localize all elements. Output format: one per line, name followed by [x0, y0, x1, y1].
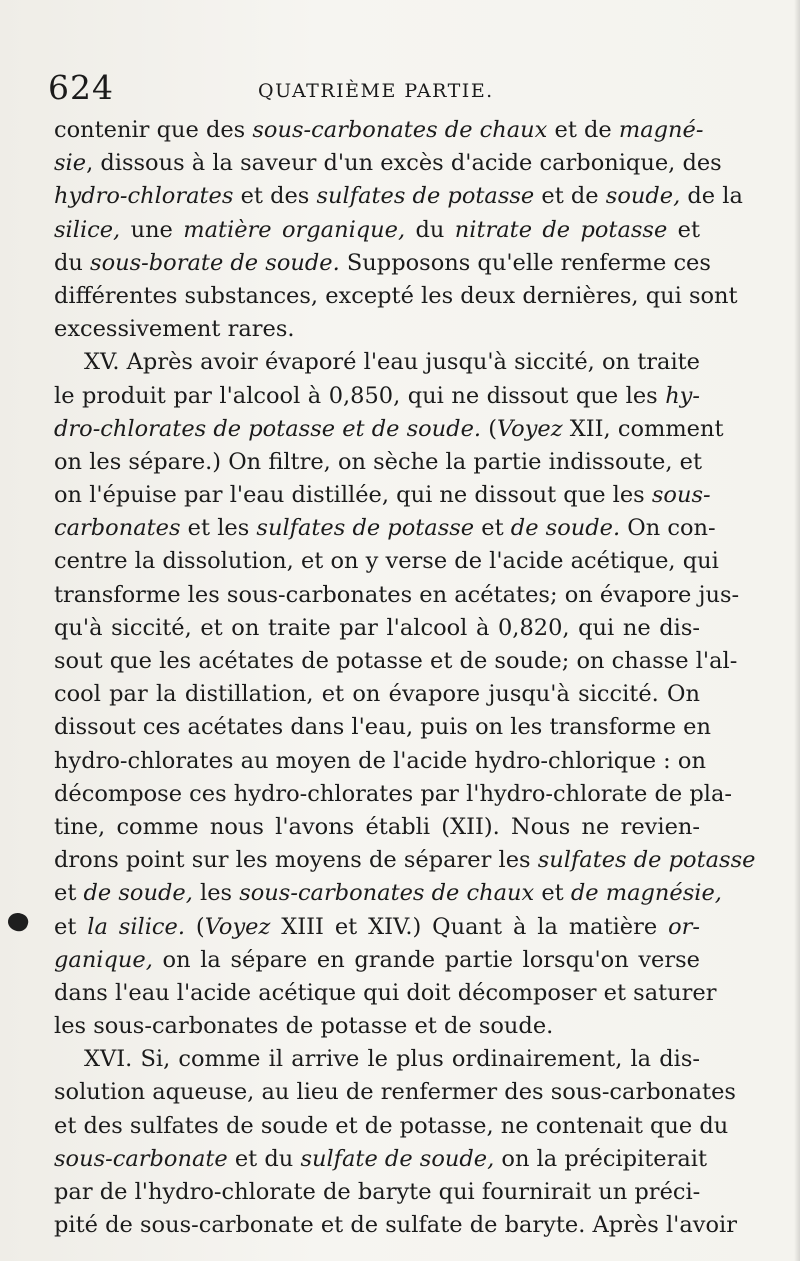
text-line — [54, 380, 700, 413]
text-line — [54, 678, 700, 711]
ink-blot — [6, 910, 31, 934]
text-span: XVI. Si, comme il arrive le plus ordinairement, la dis- — [84, 1046, 700, 1073]
text-line — [54, 247, 711, 280]
text-span: dro-chlorates de potasse et de soude. — [54, 415, 482, 442]
text-span: sulfate de soude, — [300, 1145, 495, 1172]
text-span: et du — [227, 1145, 301, 1172]
text-span: on les sépare.) On filtre, on sèche la partie indissoute, et — [54, 448, 703, 475]
text-span: On con- — [620, 515, 716, 542]
text-line — [54, 114, 704, 147]
text-line — [54, 911, 700, 944]
text-span: les sous-carbonates de potasse et de soude. — [54, 1013, 554, 1040]
text-span: silice, — [54, 216, 121, 243]
text-line — [54, 1076, 736, 1109]
text-span: carbonates — [54, 515, 181, 542]
text-span: par de l'hydro-chlorate de baryte qui fournirait un préci- — [54, 1179, 701, 1205]
text-span: et des sulfates de soude et de potasse, ne contenait que du — [54, 1112, 729, 1139]
text-line — [54, 512, 716, 545]
text-span: du — [54, 249, 91, 276]
text-span: sous- — [651, 482, 711, 509]
text-line — [54, 1043, 700, 1076]
text-span: or- — [668, 913, 701, 940]
text-span: XV. Après avoir évaporé l'eau jusqu'à siccité, on traite — [84, 349, 700, 376]
text-span: les — [192, 880, 240, 907]
text-span: on l'épuise par l'eau distillée, qui ne dissout que les — [54, 482, 652, 509]
text-span: et — [534, 880, 571, 907]
page-number: 624 — [48, 68, 114, 107]
text-span: , dissous à la saveur d'un excès d'acide carbonique, des — [86, 150, 722, 177]
text-span: et — [474, 515, 511, 542]
text-span: Supposons qu'elle renferme ces — [339, 249, 711, 276]
text-span: on la sépare en grande partie lorsqu'on verse — [152, 946, 700, 973]
text-line — [54, 711, 711, 744]
text-line — [54, 1110, 729, 1143]
text-span: transforme les sous-carbonates en acétates; on évapore jus- — [54, 581, 740, 608]
text-span: pité de sous-carbonate et de sulfate de baryte. Après l'avoir — [54, 1212, 737, 1239]
text-span: soude, — [605, 183, 681, 210]
text-span: et — [667, 216, 700, 243]
text-span: drons point sur les moyens de séparer les — [54, 847, 538, 874]
text-line — [54, 147, 722, 180]
text-span: de soude. — [510, 515, 621, 542]
text-span: sulfates de potasse — [537, 847, 756, 874]
text-span: ( — [481, 415, 497, 442]
text-span: hydro-chlorates au moyen de l'acide hydro-chlorique : on — [54, 747, 706, 774]
text-span: magné- — [618, 117, 704, 143]
text-span: de soude, — [83, 880, 193, 907]
text-span: qu'à siccité, et on traite par l'alcool à 0,820, qui ne dis- — [54, 614, 700, 641]
text-line — [54, 1143, 707, 1176]
text-line — [54, 180, 743, 213]
text-line — [54, 479, 711, 512]
text-span: sous-borate de soude. — [90, 249, 340, 276]
text-line — [54, 778, 732, 811]
text-line — [54, 579, 740, 612]
text-span: ( — [185, 913, 205, 940]
text-span: XII, comment — [562, 415, 724, 442]
text-line — [54, 545, 719, 578]
text-span: ganique, — [54, 946, 153, 973]
text-line — [54, 977, 717, 1010]
body-text — [54, 114, 756, 1242]
text-span: contenir que des — [54, 117, 253, 143]
text-line — [54, 446, 703, 479]
text-line — [54, 280, 738, 313]
text-span: et de — [534, 183, 606, 210]
page-header — [48, 66, 748, 110]
text-span: sous-carbonate — [54, 1145, 228, 1172]
text-span: décompose ces hydro-chlorates par l'hydro-chlorate de pla- — [54, 780, 732, 807]
text-span: de la — [680, 183, 743, 210]
text-span: Voyez — [204, 913, 271, 940]
text-span: sulfates de potasse — [256, 515, 475, 542]
text-line — [54, 1176, 700, 1209]
text-span: et de — [547, 117, 619, 143]
text-span: le produit par l'alcool à 0,850, qui ne dissout que les — [54, 382, 666, 409]
text-span: Voyez — [496, 415, 563, 442]
text-span: tine, comme nous l'avons établi (XII). Nous ne revien- — [54, 813, 700, 840]
text-span: et — [54, 880, 84, 907]
text-span: et les — [180, 515, 257, 542]
text-span: cool par la distillation, et on évapore jusqu'à siccité. On — [54, 681, 700, 708]
text-span: et — [54, 913, 88, 940]
text-span: sout que les acétates de potasse et de soude; on chasse l'al- — [54, 648, 738, 674]
text-line — [54, 413, 724, 446]
text-span: centre la dissolution, et on y verse de l'acide acétique, qui — [54, 548, 719, 575]
text-span: excessivement rares. — [54, 316, 295, 343]
text-span: du — [405, 216, 455, 243]
text-span: et des — [233, 183, 317, 210]
text-line — [54, 346, 700, 379]
text-line — [54, 844, 756, 877]
text-span: une — [120, 216, 184, 243]
text-line — [54, 811, 700, 844]
text-span: matière organique, — [183, 216, 406, 243]
text-span: la silice. — [87, 913, 186, 940]
text-line — [54, 1209, 737, 1242]
text-span: hy- — [665, 382, 700, 409]
text-span: sous-carbonates de chaux — [252, 117, 548, 143]
text-span: on la précipiterait — [494, 1145, 707, 1172]
text-line — [54, 645, 738, 678]
text-line — [54, 612, 700, 645]
text-line — [54, 1010, 700, 1043]
text-span: XIII et XIV.) Quant à la matière — [270, 913, 669, 940]
text-line — [54, 214, 700, 247]
text-span: dissout ces acétates dans l'eau, puis on les transforme en — [54, 714, 711, 741]
text-span: hydro-chlorates — [54, 183, 234, 210]
text-span: sulfates de potasse — [316, 183, 535, 210]
text-line — [54, 877, 722, 910]
running-title: QUATRIÈME PARTIE. — [258, 80, 494, 102]
text-span: nitrate de potasse — [454, 216, 668, 243]
text-span: solution aqueuse, au lieu de renfermer des sous-carbonates — [54, 1079, 736, 1106]
text-span: sous-carbonates de chaux — [239, 880, 535, 907]
text-span: dans l'eau l'acide acétique qui doit décomposer et saturer — [54, 979, 717, 1006]
text-line — [54, 745, 706, 778]
text-line — [54, 944, 700, 977]
text-line — [54, 313, 700, 346]
text-span: sie — [54, 150, 87, 177]
text-span: de magnésie, — [570, 880, 722, 907]
text-span: différentes substances, excepté les deux dernières, qui sont — [54, 282, 738, 309]
